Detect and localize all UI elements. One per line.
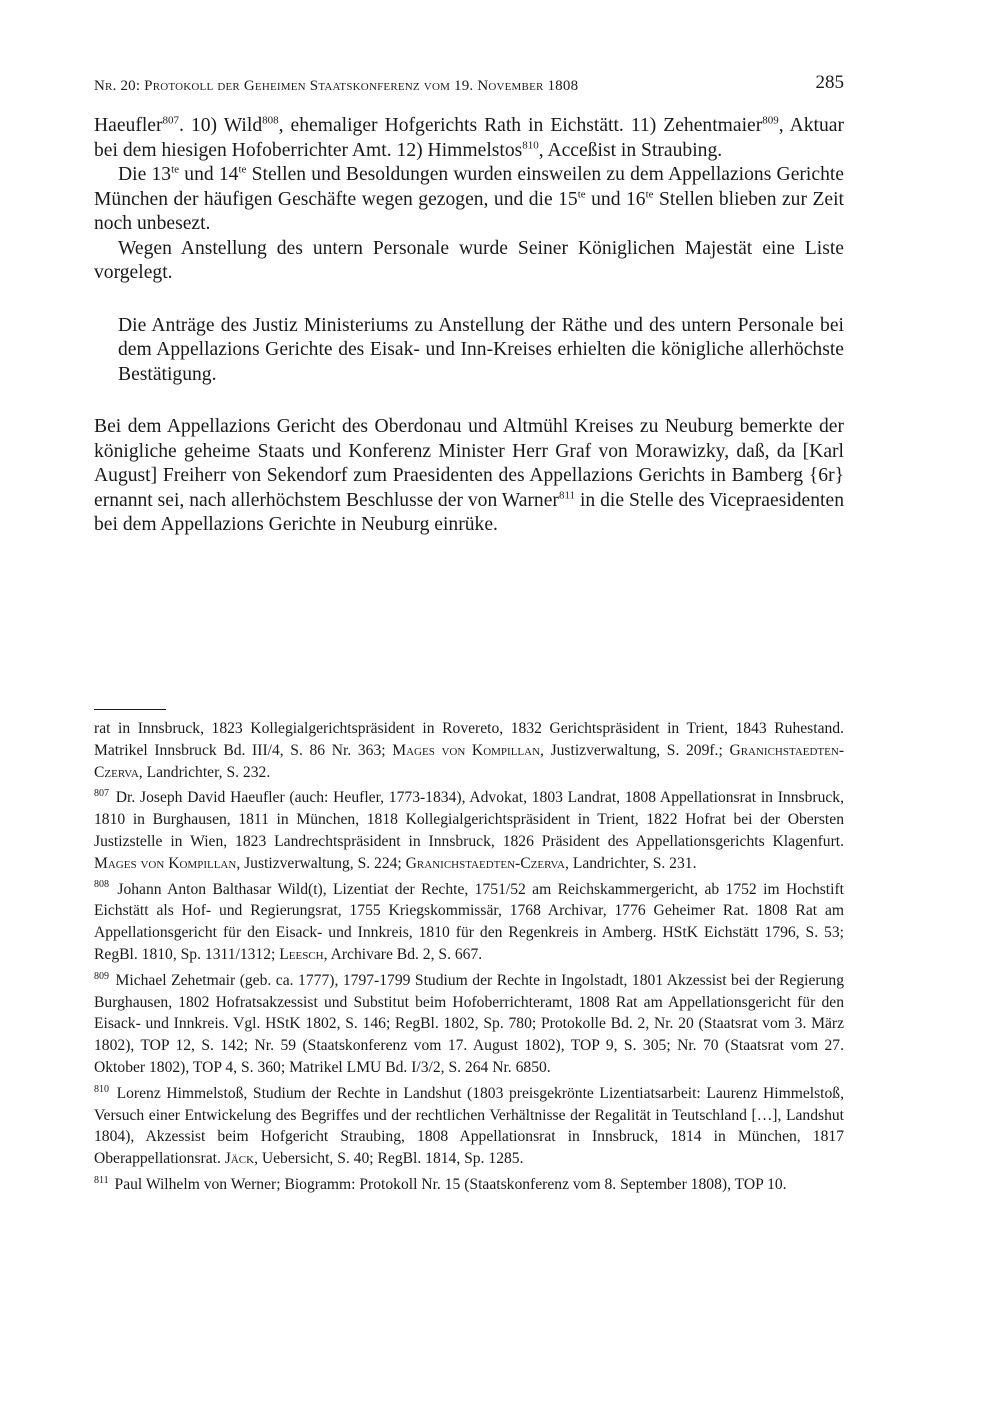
- text-run: , Acceßist in Straubing.: [538, 139, 723, 161]
- text-run: Stellen blieben zur Zeit noch unbesezt.: [94, 188, 844, 234]
- main-text: [94, 114, 844, 538]
- footnote-ref-810: 810: [522, 138, 539, 151]
- text-run: Johann Anton Balthasar Wild(t), Lizentiat der Rechte, 1751/52 am Reichskammergericht, ab 1752 im Hochstift Eichstätt als Hof- und Regierungsrat, 1755 Kriegskommissär, 1768 Archivar, 1776 Geheimer Rat. 1808 Rat am Appellationsgericht für den Eisack- und Innkreis, 1810 für den Regenkreis in Amberg. HStK Eichstätt 1796, S. 53; RegBl. 1810, Sp. 1311/1312;: [94, 880, 844, 963]
- footnote-809: [94, 970, 844, 1079]
- footnote-807: [94, 787, 844, 874]
- footnote-811: [94, 1174, 844, 1196]
- author-name: Mages von Kompillan: [94, 854, 237, 872]
- text-run: Lorenz Himmelstoß, Studium der Rechte in Landshut (1803 preisgekrönte Lizentiatsarbeit: Laurenz Himmelstoß, Versuch einer Entwickelung des Begriffes und der rechtlichen Verhältnisse der Regalität in Teutschland […], Landshut 1804), Akzessist beim Hofgericht Straubing, 1808 Appellationsrat in Innsbruck, 1814 in München, 1817 Oberappellationsrat.: [94, 1084, 844, 1168]
- text-run: Stellen und Besoldungen wurden einsweilen zu dem Appellazions Gerichte München der häufigen Geschäfte wegen gezogen, und die 15: [94, 164, 845, 210]
- author-name: Granichstaedten-Czerva: [405, 854, 566, 872]
- footnote-ref-807: 807: [162, 114, 180, 127]
- text-run: Dr. Joseph David Haeufler (auch: Heufler, 1773-1834), Advokat, 1803 Landrat, 1808 Appellationsrat in Innsbruck, 1810 in Burghausen, 1811 in München, 1818 Kollegialgerichtspräsident in Trient, 1822 Hofrat bei der Obersten Justizstelle in Wien, 1823 Landrechtspräsident in Innsbruck, 1826 Präsident des Appellationsgerichts Klagenfurt.: [94, 789, 844, 850]
- text-run: , Landrichter, S. 232.: [138, 763, 271, 781]
- text-run: Die 13: [118, 164, 172, 185]
- ordinal-suffix: te: [171, 163, 180, 176]
- footnote-number: 810: [94, 1083, 109, 1095]
- footnote-808: [94, 879, 844, 966]
- paragraph-1: [94, 114, 844, 163]
- ordinal-suffix: te: [577, 187, 586, 200]
- footnote-continuation: [94, 718, 844, 783]
- paragraph-2: [94, 163, 844, 237]
- footnotes: [94, 718, 844, 1200]
- footnote-ref-808: 808: [262, 114, 279, 127]
- text-run: , Landrichter, S. 231.: [565, 854, 697, 872]
- footnote-number: 809: [94, 970, 109, 982]
- text-run: Paul Wilhelm von Werner; Biogramm: Protokoll Nr. 15 (Staatskonferenz vom 8. September 1808), TOP 10.: [110, 1175, 787, 1193]
- resolution-paragraph: Die Anträge des Justiz Ministeriums zu Anstellung der Räthe und des untern Personale bei dem Appellazions Gerichte des Eisak- und Inn-Kreises erhielten die königliche allerhöchste Bestätigung.: [118, 314, 844, 385]
- text-run: , Justizverwaltung, S. 209f.;: [540, 741, 730, 759]
- footnote-separator: [94, 709, 166, 710]
- footnote-ref-809: 809: [762, 114, 779, 127]
- text-run: Bei dem Appellazions Gericht des Oberdonau und Altmühl Kreises zu Neuburg bemerkte der königliche geheime Staats und Konferenz Minister Herr Graf von Morawizky, daß, da [Karl August] Freiherr von Sekendorf zum Praesidenten des Appellazions Gerichts in Bamberg {6r} ernannt sei, nach allerhöchstem Beschlusse der von Warner: [94, 416, 844, 511]
- text-run: . 10) Wild: [179, 115, 263, 136]
- text-run: , Archivare Bd. 2, S. 667.: [323, 945, 483, 963]
- author-name: Leesch: [279, 945, 324, 963]
- text-run: rat in Innsbruck, 1823 Kollegialgerichtspräsident in Rovereto, 1832 Gerichtspräsident in Trient, 1843 Ruhestand. Matrikel Innsbruck Bd. III/4, S. 86 Nr. 363;: [94, 720, 844, 759]
- author-name: Jäck: [224, 1150, 255, 1168]
- footnote-810: [94, 1083, 844, 1170]
- paragraph-4: [94, 415, 844, 538]
- text-run: Haeufler: [94, 115, 163, 136]
- paragraph-3: Wegen Anstellung des untern Personale wurde Seiner Königlichen Majestät eine Liste vorgelegt.: [94, 237, 844, 283]
- text-run: , ehemaliger Hofgerichts Rath in Eichstätt. 11) Zehentmaier: [278, 115, 763, 136]
- ordinal-suffix: te: [645, 187, 654, 200]
- text-run: in die Stelle des Vicepraesidenten bei dem Appellazions Gerichte in Neuburg einrüke.: [94, 489, 844, 535]
- text-run: Michael Zehetmair (geb. ca. 1777), 1797-1799 Studium der Rechte in Ingolstadt, 1801 Akzessist bei der Regierung Burghausen, 1802 Hofratsakzessist und Substitut beim Hofoberrichteramt, 1808 Rat am Appellationsgericht für den Eisack- und Innkreis. Vgl. HStK 1802, S. 146; RegBl. 1802, Sp. 780; Protokolle Bd. 2, Nr. 20 (Staatsrat vom 3. März 1802), TOP 12, S. 142; Nr. 59 (Staatskonferenz vom 17. August 1802), TOP 9, S. 305; Nr. 70 (Staatsrat vom 27. Oktober 1802), TOP 4, S. 360; Matrikel LMU Bd. I/3/2, S. 264 Nr. 6850.: [94, 971, 844, 1076]
- page-header: [94, 72, 844, 102]
- author-name: Granichstaedten-Czerva: [94, 741, 845, 781]
- text-run: und 16: [585, 188, 646, 210]
- footnote-ref-811: 811: [558, 488, 576, 501]
- page-number: 285: [815, 72, 844, 93]
- author-name: Mages von Kompillan: [392, 741, 541, 759]
- ordinal-suffix: te: [238, 163, 247, 176]
- footnote-number: 811: [94, 1174, 109, 1186]
- text-run: , Aktuar bei dem hiesigen Hofoberrichter Amt. 12) Himmelstos: [94, 115, 844, 161]
- footnote-number: 808: [94, 879, 109, 891]
- text-run: , Justizverwaltung, S. 224;: [236, 854, 406, 872]
- text-run: , Uebersicht, S. 40; RegBl. 1814, Sp. 1285.: [254, 1150, 524, 1168]
- text-run: und 14: [179, 164, 239, 185]
- running-title: Nr. 20: Protokoll der Geheimen Staatskonferenz vom 19. November 1808: [94, 78, 579, 94]
- footnote-number: 807: [94, 788, 109, 800]
